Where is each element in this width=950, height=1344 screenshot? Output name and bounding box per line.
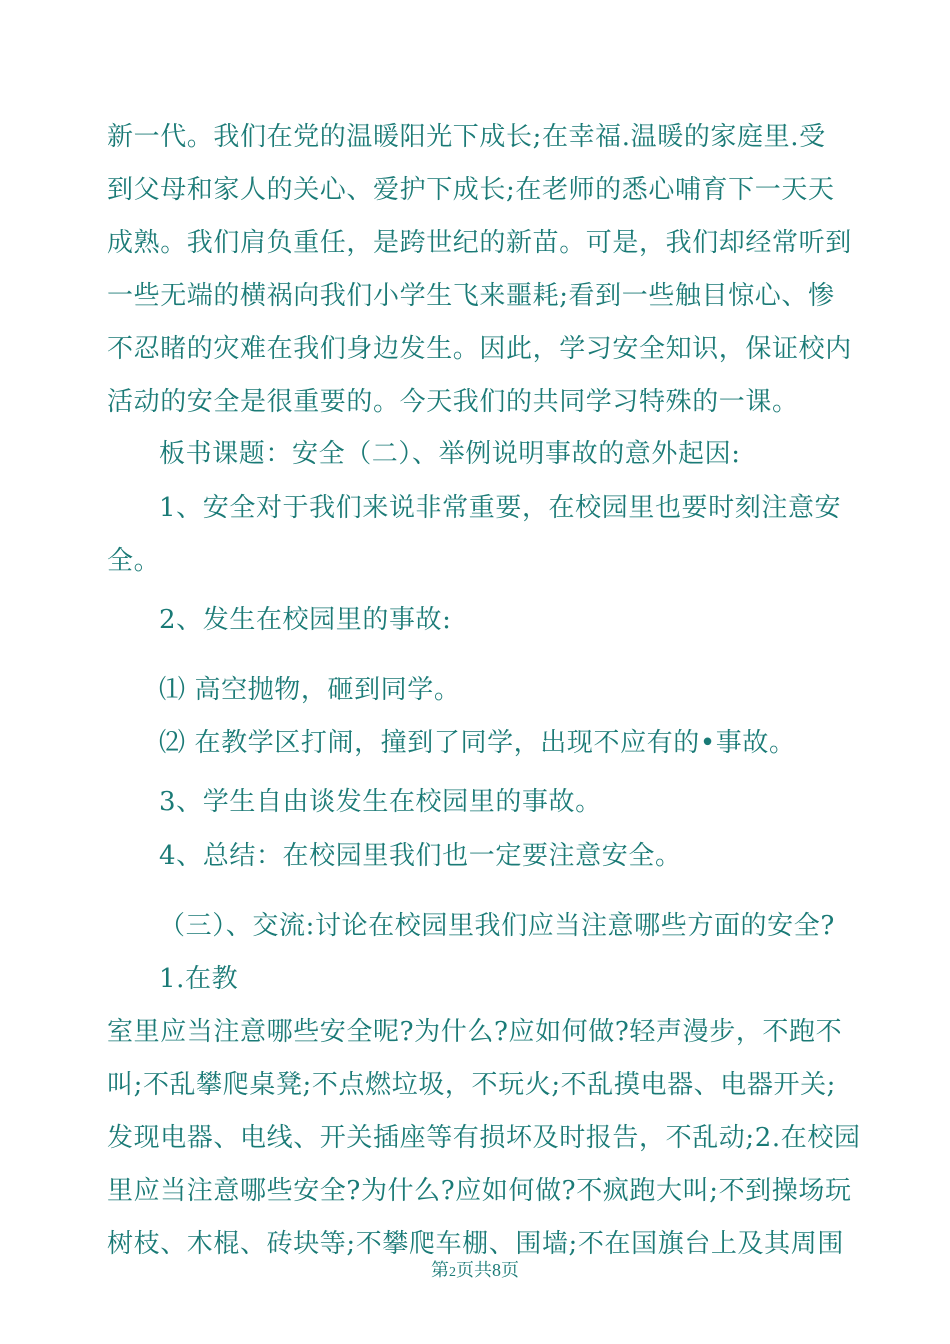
- paragraph-line: 成熟。我们肩负重任，是跨世纪的新苗。可是，我们却经常听到: [107, 228, 852, 258]
- footer-middle: 页共: [456, 1260, 492, 1280]
- list-item-4-line: 4、总结：在校园里我们也一定要注意安全。: [159, 841, 682, 871]
- paragraph-line: 里应当注意哪些安全?为什么?应如何做?不疯跑大叫;不到操场玩: [107, 1176, 852, 1206]
- list-item-3-line: 3、学生自由谈发生在校园里的事故。: [159, 787, 602, 817]
- page-footer: [0, 1258, 950, 1285]
- list-item-1-continuation: 全。: [107, 546, 161, 576]
- paragraph-line: 发现电器、电线、开关插座等有损坏及时报告，不乱动;2.在校园: [107, 1123, 861, 1153]
- paragraph-line: 活动的安全是很重要的。今天我们的共同学习特殊的一课。: [107, 387, 799, 417]
- sub-item-1-line: ⑴ 高空抛物，砸到同学。: [159, 675, 461, 705]
- footer-suffix: 页: [501, 1260, 519, 1280]
- paragraph-line: 不忍睹的灾难在我们身边发生。因此，学习安全知识，保证校内: [107, 334, 852, 364]
- list-item-1-line: 1、安全对于我们来说非常重要，在校园里也要时刻注意安: [159, 493, 842, 523]
- footer-total-pages: 8: [492, 1260, 501, 1280]
- sub-item-2-line: ⑵ 在教学区打闹，撞到了同学，出现不应有的•事故。: [159, 728, 796, 758]
- section-3-item-1-start: 1.在教: [159, 964, 239, 994]
- list-item-2-line: 2、发生在校园里的事故:: [159, 605, 452, 635]
- paragraph-line: 树枝、木棍、砖块等;不攀爬车棚、围墙;不在国旗台上及其周围: [107, 1229, 844, 1259]
- section-3-heading: （三）、交流:讨论在校园里我们应当注意哪些方面的安全?: [159, 911, 835, 941]
- paragraph-line: 室里应当注意哪些安全呢?为什么?应如何做?轻声漫步，不跑不: [107, 1017, 843, 1047]
- paragraph-line: 叫;不乱攀爬桌凳;不点燃垃圾，不玩火;不乱摸电器、电器开关;: [107, 1070, 837, 1100]
- footer-page-number: 2: [449, 1265, 456, 1280]
- paragraph-line: 一些无端的横祸向我们小学生飞来噩耗;看到一些触目惊心、惨: [107, 281, 835, 311]
- paragraph-line: 到父母和家人的关心、爱护下成长;在老师的悉心哺育下一天天: [107, 175, 835, 205]
- board-title-line: 板书课题：安全（二）、举例说明事故的意外起因:: [159, 439, 741, 469]
- footer-prefix: 第: [431, 1260, 449, 1280]
- paragraph-line: 新一代。我们在党的温暖阳光下成长;在幸福.温暖的家庭里.受: [107, 122, 826, 152]
